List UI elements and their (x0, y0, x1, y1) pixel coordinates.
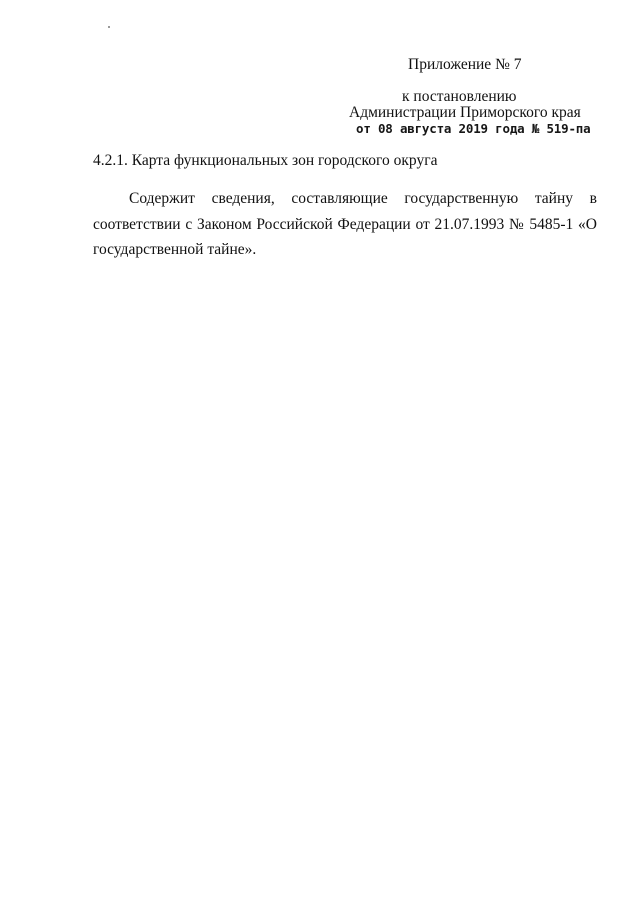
section-heading: 4.2.1. Карта функциональных зон городского округа (93, 152, 438, 169)
annex-number: Приложение № 7 (408, 56, 522, 73)
scan-mark (108, 26, 110, 28)
resolution-date-stamp: от 08 августа 2019 года № 519-па (356, 121, 591, 136)
body-text (93, 186, 597, 263)
body-paragraph: Содержит сведения, составляющие государственную тайну в соответствии с Законом Российской Федерации от 21.07.1993 № 5485-1 «О государственной тайне». (93, 190, 597, 258)
administration-line: Администрации Приморского края (349, 104, 581, 121)
to-resolution-line: к постановлению (402, 88, 517, 105)
